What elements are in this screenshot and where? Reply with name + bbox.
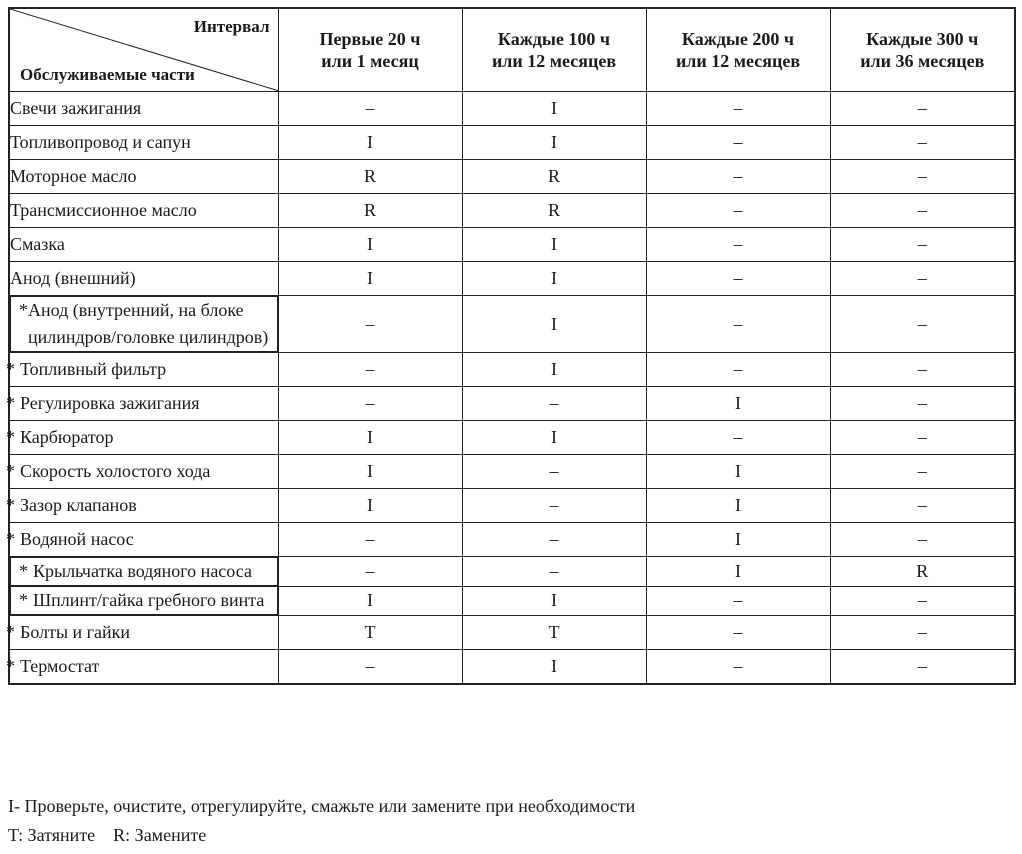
interval-value-cell: – [646,296,830,353]
part-name-cell [9,160,278,194]
interval-value-cell: I [462,92,646,126]
interval-value-cell: – [278,296,462,353]
table-row [9,616,1015,650]
interval-value-cell: – [646,194,830,228]
part-name: Топливопровод и сапун [10,132,191,152]
interval-value-cell: I [462,228,646,262]
part-name-cell [6,523,278,557]
table-row [9,262,1015,296]
table-row [9,557,1015,587]
interval-value-cell: T [462,616,646,650]
part-name-cell [6,353,278,387]
interval-value-cell: I [462,586,646,616]
interval-value-cell: – [646,616,830,650]
part-name-cell [10,586,278,615]
part-name: Болты и гайки [20,622,131,642]
interval-value-cell: I [278,126,462,160]
table-row [9,523,1015,557]
part-name-cell [9,262,278,296]
part-name: Свечи зажигания [10,98,142,118]
maintenance-schedule-table [8,7,1016,685]
interval-value-cell: – [278,387,462,421]
table-row [9,421,1015,455]
interval-value-cell: R [462,160,646,194]
interval-value-cell: – [462,523,646,557]
interval-value-cell: – [830,262,1015,296]
interval-value-cell: – [830,296,1015,353]
special-service-mark: * [6,461,15,481]
interval-value-cell: – [462,455,646,489]
interval-value-cell: – [646,228,830,262]
interval-value-cell: I [278,228,462,262]
part-name: Топливный фильтр [20,359,167,379]
part-name-cell [10,296,278,352]
part-name: Анод (внешний) [10,268,136,288]
interval-value-cell: – [278,92,462,126]
part-name: Трансмиссионное масло [10,200,197,220]
part-name: Скорость холостого хода [20,461,211,481]
column-header-line: Каждые 100 ч [497,29,611,49]
legend-tighten-replace-note [8,825,206,846]
interval-value-cell: – [830,455,1015,489]
part-name-cell [6,616,278,650]
special-service-mark: * [6,622,15,642]
part-name: Карбюратор [20,427,114,447]
interval-value-cell: – [278,557,462,587]
interval-value-cell: – [830,523,1015,557]
column-header-every-100h [462,8,646,92]
table-row [9,455,1015,489]
interval-value-cell: I [462,650,646,685]
interval-value-cell: – [830,387,1015,421]
interval-value-cell: I [462,126,646,160]
part-name: Крыльчатка водяного насоса [33,561,252,581]
table-row [9,489,1015,523]
special-service-mark: * [6,495,15,515]
table-row [9,387,1015,421]
legend-tighten: T: Затяните [8,825,96,845]
interval-value-cell: – [646,586,830,616]
part-name: Регулировка зажигания [20,393,200,413]
column-header-line: или 12 месяцев [675,51,801,71]
interval-value-cell: – [646,650,830,685]
table-row [9,194,1015,228]
part-name: Шплинт/гайка гребного винта [33,590,265,610]
part-name: Смазка [10,234,65,254]
interval-value-cell: – [830,353,1015,387]
serviced-parts-label: Обслуживаемые части [20,65,195,84]
table-row [9,126,1015,160]
part-name: Анод (внутренний, на блоке цилиндров/головке цилиндров) [28,300,269,347]
column-header-every-300h [830,8,1015,92]
column-header-every-200h [646,8,830,92]
part-name-cell [6,455,278,489]
column-header-line: или 12 месяцев [491,51,617,71]
interval-value-cell: – [830,92,1015,126]
interval-value-cell: – [830,228,1015,262]
table-row [9,353,1015,387]
interval-value-cell: – [462,387,646,421]
interval-value-cell: I [646,387,830,421]
interval-value-cell: I [278,455,462,489]
special-service-mark: * [6,427,15,447]
column-header-line: Каждые 300 ч [866,29,979,49]
interval-value-cell: – [278,650,462,685]
interval-value-cell: I [646,557,830,587]
interval-value-cell: – [646,353,830,387]
part-name: Термостат [20,656,100,676]
part-name-cell [10,557,278,586]
special-service-mark: * [19,300,28,320]
part-name: Моторное масло [10,166,137,186]
interval-label: Интервал [193,17,270,36]
part-name-cell [6,421,278,455]
special-service-mark: * [19,590,28,610]
interval-value-cell: I [462,353,646,387]
interval-value-cell: – [830,650,1015,685]
interval-value-cell: R [830,557,1015,587]
special-service-mark: * [6,529,15,549]
column-header-line: или 1 месяц [321,51,419,71]
part-name-cell [9,92,278,126]
interval-value-cell: I [462,296,646,353]
interval-value-cell: – [646,126,830,160]
interval-value-cell: – [646,262,830,296]
interval-value-cell: I [462,421,646,455]
header-row [9,8,1015,92]
table-row [9,92,1015,126]
special-service-mark: * [6,359,15,379]
special-service-mark: * [6,656,15,676]
interval-value-cell: I [646,455,830,489]
part-name-cell [9,126,278,160]
interval-value-cell: R [462,194,646,228]
interval-value-cell: – [830,616,1015,650]
interval-value-cell: I [278,262,462,296]
interval-value-cell: I [646,489,830,523]
interval-value-cell: – [830,126,1015,160]
interval-value-cell: – [830,489,1015,523]
interval-value-cell: I [278,421,462,455]
column-header-line: Первые 20 ч [319,29,421,49]
part-name-cell [9,194,278,228]
interval-value-cell: – [462,489,646,523]
interval-value-cell: – [830,160,1015,194]
interval-value-cell: R [278,194,462,228]
legend-inspect-note: I- Проверьте, очистите, отрегулируйте, смажьте или замените при необходимости [8,796,636,816]
interval-value-cell: T [278,616,462,650]
interval-value-cell: R [278,160,462,194]
interval-value-cell: – [462,557,646,587]
part-name: Водяной насос [20,529,134,549]
interval-value-cell: – [278,523,462,557]
legend-replace: R: Замените [113,825,207,845]
special-service-mark: * [19,561,28,581]
interval-value-cell: I [646,523,830,557]
part-name-cell [6,387,278,421]
table-row [9,586,1015,616]
part-name-cell [6,650,278,685]
interval-value-cell: I [462,262,646,296]
column-header-line: Каждые 200 ч [681,29,795,49]
table-row [9,296,1015,353]
special-service-mark: * [6,393,15,413]
column-header-line: или 36 месяцев [860,51,985,71]
interval-value-cell: – [646,160,830,194]
interval-value-cell: – [830,586,1015,616]
interval-value-cell: – [830,421,1015,455]
interval-value-cell: I [278,586,462,616]
interval-value-cell: – [830,194,1015,228]
part-name-cell [6,489,278,523]
part-name: Зазор клапанов [20,495,137,515]
part-name-cell [9,228,278,262]
corner-header-cell [9,8,278,92]
interval-value-cell: I [278,489,462,523]
interval-value-cell: – [278,353,462,387]
table-row [9,160,1015,194]
interval-value-cell: – [646,421,830,455]
table-row [9,650,1015,685]
column-header-first-20h [278,8,462,92]
interval-value-cell: – [646,92,830,126]
table-row [9,228,1015,262]
